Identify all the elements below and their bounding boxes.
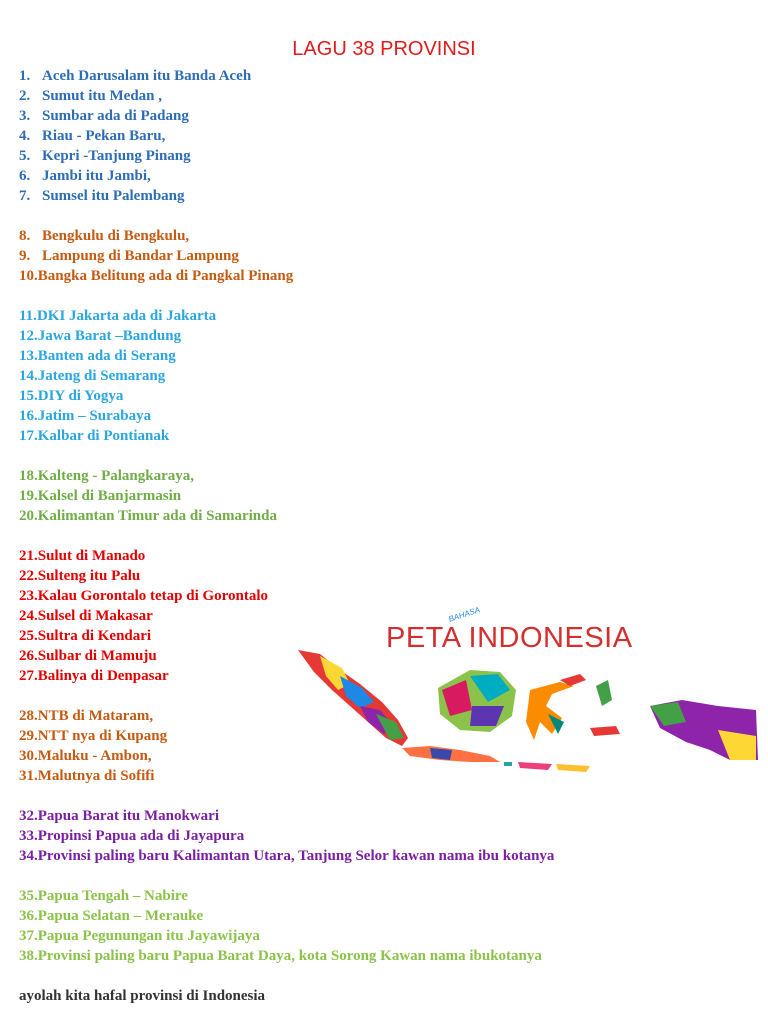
list-item <box>19 506 554 526</box>
list-item-text: Papua Selatan – Merauke <box>37 908 204 924</box>
list-item-number: 17. <box>19 428 38 444</box>
list-item-number: 28. <box>19 708 38 724</box>
list-item-text: NTB di Mataram, <box>37 708 154 724</box>
list-item <box>19 86 554 106</box>
list-item-number: 19. <box>19 488 38 504</box>
list-item-text: Kalimantan Timur ada di Samarinda <box>37 508 277 524</box>
list-item <box>19 846 554 866</box>
list-item <box>19 486 554 506</box>
list-item-number: 27. <box>19 668 38 684</box>
list-item-number: 14. <box>19 368 38 384</box>
list-item-number: 4. <box>19 128 31 144</box>
list-item-text: Banten ada di Serang <box>37 348 176 364</box>
list-item-number: 16. <box>19 408 38 424</box>
list-item-number: 38. <box>19 948 38 964</box>
footer-text: ayolah kita hafal provinsi di Indonesia <box>19 988 266 1004</box>
list-item-text: Jambi itu Jambi, <box>42 168 151 184</box>
list-item-number: 24. <box>19 608 38 624</box>
list-item-text: Kepri -Tanjung Pinang <box>42 148 191 164</box>
province-list <box>19 66 554 966</box>
list-item-number: 30. <box>19 748 38 764</box>
list-item-text: Papua Pegunungan itu Jayawijaya <box>37 928 260 944</box>
list-item-text: Kalbar di Pontianak <box>37 428 170 444</box>
list-item-text: Papua Tengah – Nabire <box>37 888 188 904</box>
list-item-text: Propinsi Papua ada di Jayapura <box>37 828 245 844</box>
list-item-number: 10. <box>19 268 38 284</box>
list-item-text: Provinsi paling baru Kalimantan Utara, Tanjung Selor kawan nama ibu kotanya <box>37 848 555 864</box>
list-item <box>19 346 554 366</box>
list-item-text: Kalsel di Banjarmasin <box>37 488 182 504</box>
list-item-text: Papua Barat itu Manokwari <box>37 808 220 824</box>
list-item-text: Malutnya di Sofifi <box>37 768 155 784</box>
list-item-number: 20. <box>19 508 38 524</box>
list-item <box>19 126 554 146</box>
list-item <box>19 246 554 266</box>
list-item-number: 3. <box>19 108 31 124</box>
list-item <box>19 386 554 406</box>
list-item-text: Provinsi paling baru Papua Barat Daya, kota Sorong Kawan nama ibukotanya <box>37 948 542 964</box>
list-item <box>19 546 554 566</box>
list-item-text: NTT nya di Kupang <box>37 728 168 744</box>
list-item-text: Sulteng itu Palu <box>37 568 141 584</box>
list-item-number: 34. <box>19 848 38 864</box>
list-item-number: 2. <box>19 88 31 104</box>
list-item <box>19 826 554 846</box>
list-item <box>19 186 554 206</box>
list-item <box>19 586 554 606</box>
list-item-number: 29. <box>19 728 38 744</box>
list-item-number: 5. <box>19 148 31 164</box>
list-item-text: Sumut itu Medan , <box>42 88 163 104</box>
list-item <box>19 566 554 586</box>
list-item <box>19 886 554 906</box>
list-item-text: DKI Jakarta ada di Jakarta <box>36 308 217 324</box>
list-item-number: 13. <box>19 348 38 364</box>
list-item <box>19 926 554 946</box>
document-title: LAGU 38 PROVINSI <box>292 38 476 60</box>
list-item <box>19 226 554 246</box>
list-item-number: 8. <box>19 228 31 244</box>
map-subtitle: BAHASA <box>447 605 482 624</box>
list-item-text: Kalteng - Palangkaraya, <box>37 468 194 484</box>
list-item <box>19 366 554 386</box>
list-item <box>19 106 554 126</box>
list-item-text: Jatim – Surabaya <box>37 408 152 424</box>
list-item-text: Sumsel itu Palembang <box>42 188 185 204</box>
list-item-text: Sulbar di Mamuju <box>37 648 157 664</box>
list-item-number: 9. <box>19 248 31 264</box>
list-item <box>19 306 554 326</box>
list-item <box>19 166 554 186</box>
list-item <box>19 466 554 486</box>
list-item <box>19 326 554 346</box>
list-item <box>19 806 554 826</box>
list-item-text: DIY di Yogya <box>37 388 124 404</box>
list-item-number: 11. <box>19 308 37 324</box>
list-item-text: Jawa Barat –Bandung <box>37 328 182 344</box>
list-item-text: Bengkulu di Bengkulu, <box>42 228 190 244</box>
list-item-text: Balinya di Denpasar <box>37 668 169 684</box>
list-item-number: 21. <box>19 548 38 564</box>
list-item-text: Lampung di Bandar Lampung <box>42 248 239 264</box>
list-item-number: 31. <box>19 768 38 784</box>
indonesia-map <box>290 605 760 790</box>
list-item-number: 18. <box>19 468 38 484</box>
list-item-text: Sulsel di Makasar <box>37 608 153 624</box>
list-item-text: Bangka Belitung ada di Pangkal Pinang <box>37 268 294 284</box>
list-item-number: 32. <box>19 808 38 824</box>
list-item <box>19 66 554 86</box>
list-item-text: Sultra di Kendari <box>37 628 152 644</box>
list-item <box>19 406 554 426</box>
list-item-text: Sulut di Manado <box>37 548 146 564</box>
list-item-number: 23. <box>19 588 38 604</box>
list-item-number: 37. <box>19 928 38 944</box>
list-item <box>19 906 554 926</box>
list-item-text: Aceh Darusalam itu Banda Aceh <box>42 68 252 84</box>
list-item-text: Kalau Gorontalo tetap di Gorontalo <box>37 588 269 604</box>
list-item-text: Riau - Pekan Baru, <box>42 128 166 144</box>
list-item-number: 1. <box>19 68 31 84</box>
list-item <box>19 426 554 446</box>
list-item-number: 36. <box>19 908 38 924</box>
list-item-number: 12. <box>19 328 38 344</box>
list-item-text: Sumbar ada di Padang <box>42 108 189 124</box>
list-item-text: Maluku - Ambon, <box>37 748 152 764</box>
map-sulawesi <box>526 682 574 740</box>
list-item-number: 22. <box>19 568 38 584</box>
list-item <box>19 946 554 966</box>
list-item <box>19 146 554 166</box>
list-item-number: 35. <box>19 888 38 904</box>
list-item <box>19 266 554 286</box>
map-title: PETA INDONESIA <box>386 622 633 654</box>
list-item-text: Jateng di Semarang <box>37 368 166 384</box>
list-item-number: 6. <box>19 168 31 184</box>
list-item-number: 25. <box>19 628 38 644</box>
list-item-number: 7. <box>19 188 31 204</box>
list-item-number: 26. <box>19 648 38 664</box>
list-item-number: 33. <box>19 828 38 844</box>
list-item-number: 15. <box>19 388 38 404</box>
